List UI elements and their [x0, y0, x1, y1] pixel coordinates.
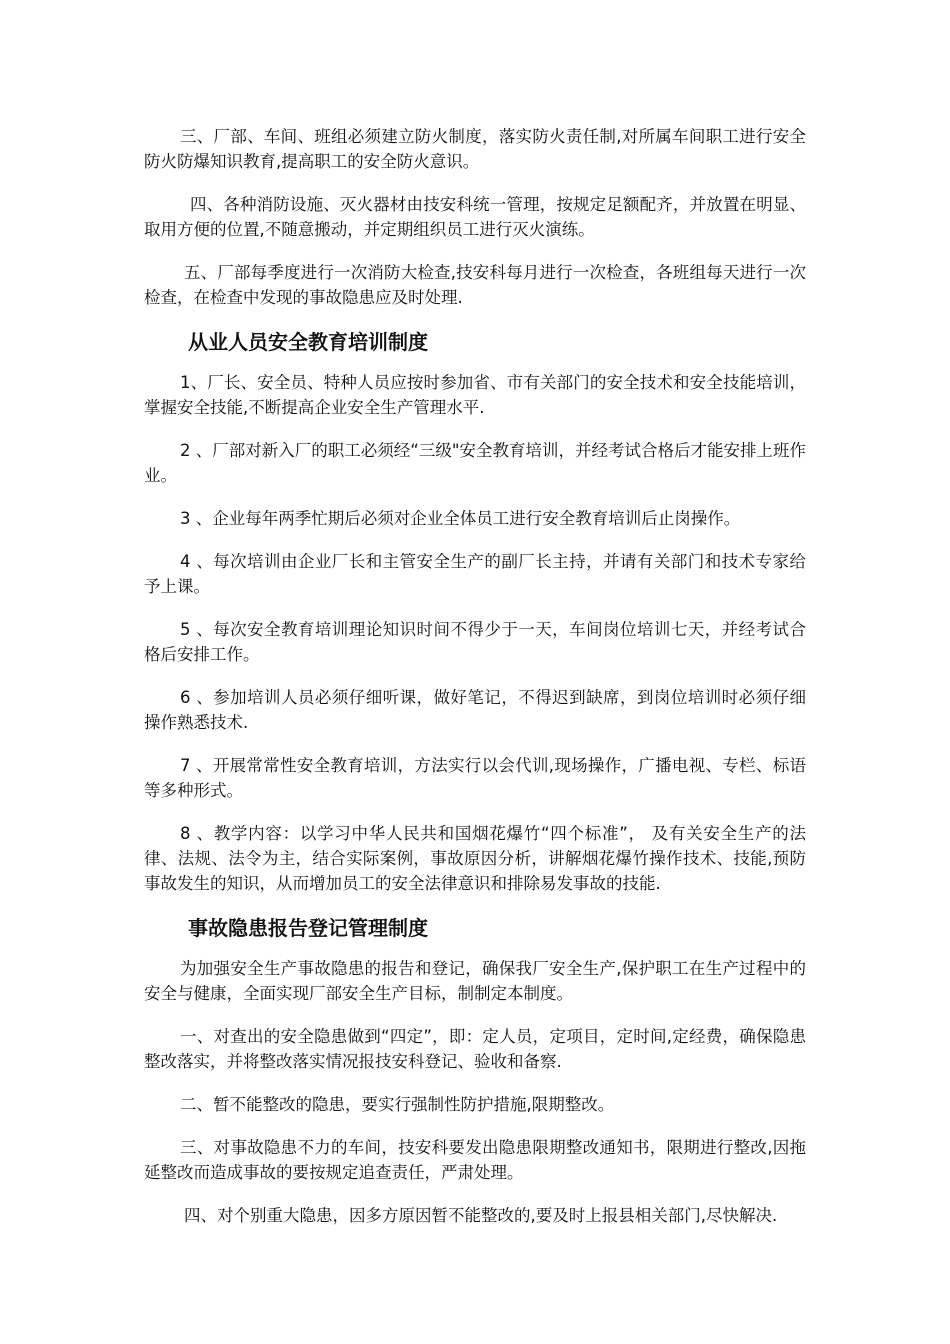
hazard-intro: 为加强安全生产事故隐患的报告和登记，确保我厂安全生产,保护职工在生产过程中的安全与健康，全面实现厂部安全生产目标，制制定本制度。: [144, 959, 806, 1003]
training-item-8: 8 、教学内容：以学习中华人民共和国烟花爆竹“四个标准”， 及有关安全生产的法律、法规、法令为主，结合实际案例，事故原因分析，讲解烟花爆竹操作技术、技能,预防事故发生的知识，从而增加员工的安全法律意识和排除易发事故的技能.: [144, 824, 806, 893]
training-item-3: 3 、企业每年两季忙期后必须对企业全体员工进行安全教育培训后止岗操作。: [180, 509, 741, 528]
training-item-7: 7 、开展常常性安全教育培训，方法实行以会代训,现场操作，广播电视、专栏、标语等多种形式。: [144, 756, 806, 800]
hazard-item-4: 四、对个别重大隐患，因多方原因暂不能整改的,要及时上报县相关部门,尽快解决.: [184, 1206, 778, 1225]
fire-rule-4: 四、各种消防设施、灭火器材由技安科统一管理，按规定足额配齐，并放置在明显、取用方便的位置,不随意搬动，并定期组织员工进行灭火演练。: [144, 195, 806, 239]
training-section-title: 从业人员安全教育培训制度: [188, 330, 428, 354]
training-item-1: 1、厂长、安全员、特种人员应按时参加省、市有关部门的安全技术和安全技能培训，掌握安全技能,不断提高企业安全生产管理水平.: [144, 373, 806, 417]
hazard-item-3: 三、对事故隐患不力的车间，技安科要发出隐患限期整改通知书，限期进行整改,因拖延整改而造成事故的要按规定追查责任，严肃处理。: [144, 1138, 806, 1182]
fire-rule-3: 三、厂部、车间、班组必须建立防火制度，落实防火责任制,对所属车间职工进行安全防火防爆知识教育,提高职工的安全防火意识。: [144, 127, 806, 171]
hazard-section-title: 事故隐患报告登记管理制度: [188, 916, 428, 940]
fire-rule-5: 五、厂部每季度进行一次消防大检查,技安科每月进行一次检查，各班组每天进行一次检查，在检查中发现的事故隐患应及时处理.: [144, 263, 806, 307]
training-item-6: 6 、参加培训人员必须仔细听课，做好笔记，不得迟到缺席，到岗位培训时必须仔细操作熟悉技术.: [144, 688, 806, 732]
hazard-item-2: 二、暂不能整改的隐患，要实行强制性防护措施,限期整改。: [180, 1095, 615, 1114]
training-item-4: 4 、每次培训由企业厂长和主管安全生产的副厂长主持，并请有关部门和技术专家给予上课。: [144, 552, 806, 596]
training-item-2: 2 、厂部对新入厂的职工必须经“三级"安全教育培训，并经考试合格后才能安排上班作业。: [144, 441, 806, 485]
document-page: [144, 124, 806, 1246]
training-item-5: 5 、每次安全教育培训理论知识时间不得少于一天，车间岗位培训七天，并经考试合格后安排工作。: [144, 620, 806, 664]
hazard-item-1: 一、对查出的安全隐患做到“四定”，即：定人员，定项目，定时间,定经费，确保隐患整改落实，并将整改落实情况报技安科登记、验收和备察.: [144, 1027, 806, 1071]
